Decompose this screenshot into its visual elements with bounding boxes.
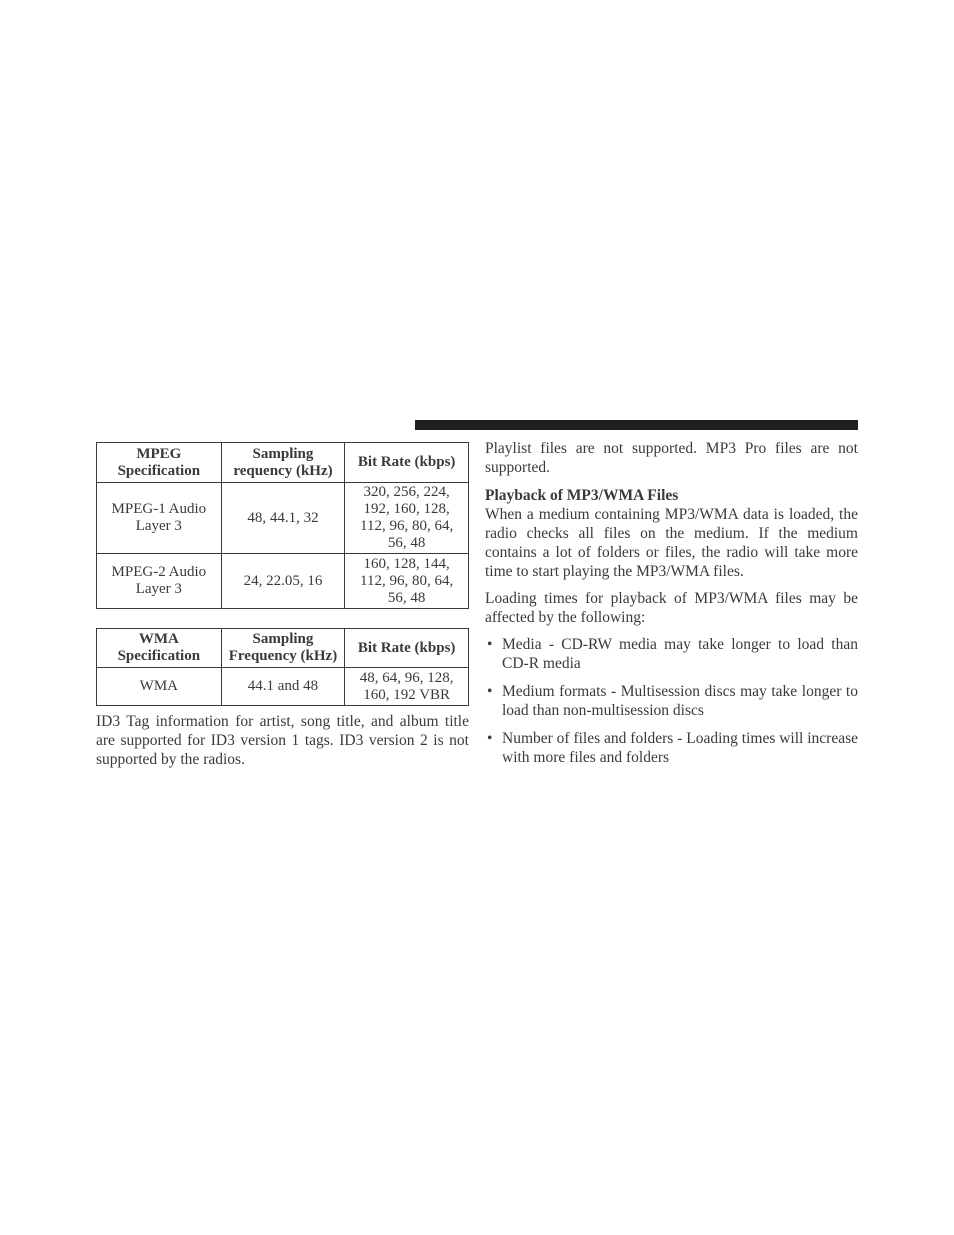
list-item <box>485 682 858 720</box>
list-item <box>485 635 858 673</box>
bullet-dot-icon: • <box>487 730 493 747</box>
loading-times-paragraph: Loading times for playback of MP3/WMA files may be affected by the following: <box>485 590 858 626</box>
playback-heading: Playback of MP3/WMA Files <box>485 487 679 504</box>
mpeg1-spec-cell: MPEG-1 Audio Layer 3 <box>97 483 222 554</box>
playback-paragraph: When a medium containing MP3/WMA data is loaded, the radio checks all files on the medium. If the medium contains a lot of folders or files, the radio will take more time to start playing the MP3/WMA files. <box>485 506 858 580</box>
list-item <box>485 729 858 767</box>
table-row <box>97 483 469 554</box>
mpeg-header-bitrate: Bit Rate (kbps) <box>345 443 469 483</box>
wma-bitrate-cell: 48, 64, 96, 128, 160, 192 VBR <box>345 668 469 706</box>
wma-table-header-row <box>97 629 469 668</box>
wma-spec-cell: WMA <box>97 668 222 706</box>
wma-header-spec: WMA Specification <box>97 629 222 668</box>
mpeg1-bitrate-cell: 320, 256, 224, 192, 160, 128, 112, 96, 80, 64, 56, 48 <box>345 483 469 554</box>
mpeg-header-sampling: Sampling requency (kHz) <box>221 443 345 483</box>
mpeg2-bitrate-cell: 160, 128, 144, 112, 96, 80, 64, 56, 48 <box>345 554 469 609</box>
section-header-bar <box>415 420 858 430</box>
mpeg-header-spec: MPEG Specification <box>97 443 222 483</box>
wma-header-bitrate: Bit Rate (kbps) <box>345 629 469 668</box>
mpeg-table-header-row <box>97 443 469 483</box>
mpeg1-sampling-cell: 48, 44.1, 32 <box>221 483 345 554</box>
bullet-dot-icon: • <box>487 636 493 653</box>
bullet-text: Media - CD-RW media may take longer to load than CD-R media <box>502 636 858 672</box>
loading-factors-list <box>485 635 858 767</box>
table-row <box>97 554 469 609</box>
wma-sampling-cell: 44.1 and 48 <box>221 668 345 706</box>
bullet-dot-icon: • <box>487 683 493 700</box>
wma-header-sampling: Sampling Frequency (kHz) <box>221 629 345 668</box>
mpeg-spec-table <box>96 442 469 609</box>
id3-tag-paragraph: ID3 Tag information for artist, song title, and album title are supported for ID3 version 1 tags. ID3 version 2 is not supported by the radios. <box>96 713 469 768</box>
bullet-text: Medium formats - Multisession discs may take longer to load than non-multisession discs <box>502 683 858 719</box>
playlist-paragraph: Playlist files are not supported. MP3 Pro files are not supported. <box>485 440 858 476</box>
mpeg2-spec-cell: MPEG-2 Audio Layer 3 <box>97 554 222 609</box>
table-row <box>97 668 469 706</box>
bullet-text: Number of files and folders - Loading times will increase with more files and folders <box>502 730 858 766</box>
mpeg2-sampling-cell: 24, 22.05, 16 <box>221 554 345 609</box>
wma-spec-table <box>96 628 469 706</box>
